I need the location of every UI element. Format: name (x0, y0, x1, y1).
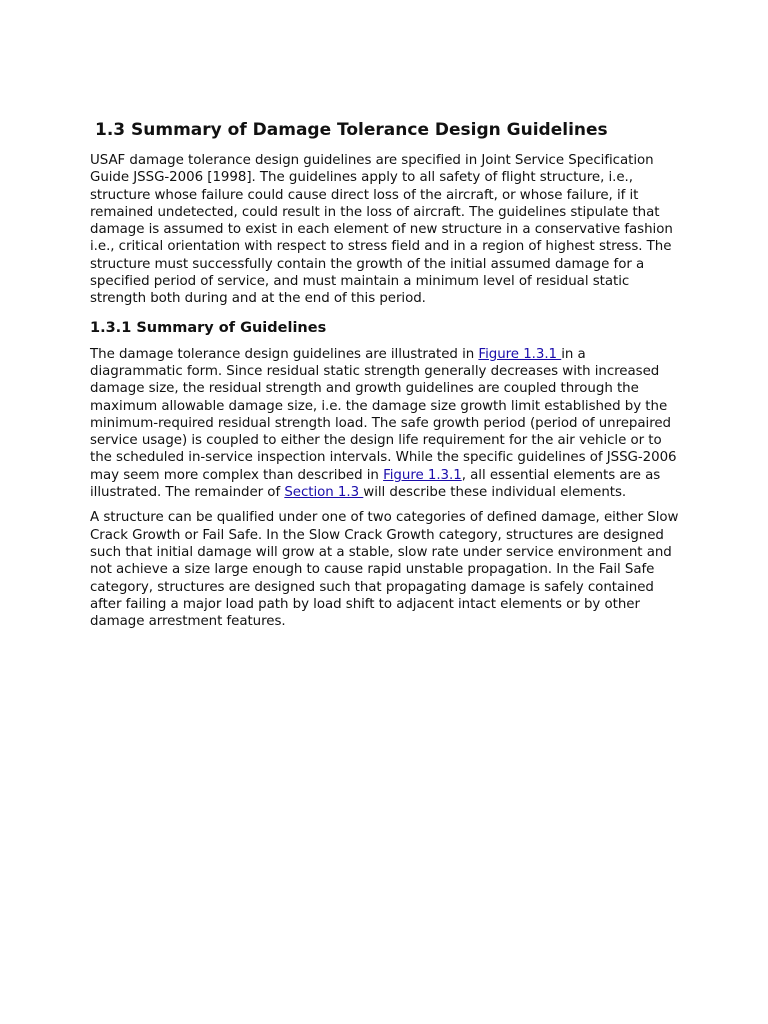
paragraph-intro: USAF damage tolerance design guidelines are specified in Joint Service Specification Guide JSSG-2006 [1998]. The guidelines apply to all safety of flight structure, i.e., structure whose failure could cause direct loss of the aircraft, or whose failure, if it remained undetected, could result in the loss of aircraft. The guidelines stipulate that damage is assumed to exist in each element of new structure in a conservative fashion i.e., critical orientation with respect to stress field and in a region of highest stress. The structure must successfully contain the growth of the initial assumed damage for a specified period of service, and must maintain a minimum level of residual static strength both during and at the end of this period. (90, 153, 673, 307)
subsection-title: 1.3.1 Summary of Guidelines (90, 319, 327, 336)
paragraph-text: , all essential elements are as illustrated. The remainder of (90, 467, 661, 501)
figure-1-3-1-link-2[interactable]: Figure 1.3.1 (383, 467, 462, 483)
paragraph-categories: A structure can be qualified under one of two categories of defined damage, either Slow Crack Growth or Fail Safe. In the Slow Crack Growth category, structures are designed such that initial damage will grow at a stable, slow rate under service environment and not achieve a size large enough to cause rapid unstable propagation. In the Fail Safe category, structures are designed such that propagating damage is safely contained after failing a major load path by load shift to adjacent intact elements or by other damage arrestment features. (90, 510, 679, 630)
paragraph-text: The damage tolerance design guidelines are illustrated in (90, 346, 479, 362)
figure-1-3-1-link[interactable]: Figure 1.3.1 (478, 346, 562, 362)
section-title: 1.3 Summary of Damage Tolerance Design Guidelines (95, 120, 608, 140)
document-page (90, 118, 680, 638)
paragraph-guidelines (90, 346, 680, 502)
section-1-3-link[interactable]: Section 1.3 (284, 485, 364, 501)
paragraph-text: will describe these individual elements. (363, 485, 627, 501)
paragraph-text: in a diagrammatic form. Since residual static strength generally decreases with increased damage size, the residual strength and growth guidelines are coupled through the maximum allowable damage size, i.e. the damage size growth limit established by the minimum-required residual strength load. The safe growth period (period of unrepaired service usage) is coupled to either the design life requirement for the air vehicle or to the scheduled in-service inspection intervals. While the specific guidelines of JSSG-2006 may seem more complex than described in (90, 346, 677, 483)
